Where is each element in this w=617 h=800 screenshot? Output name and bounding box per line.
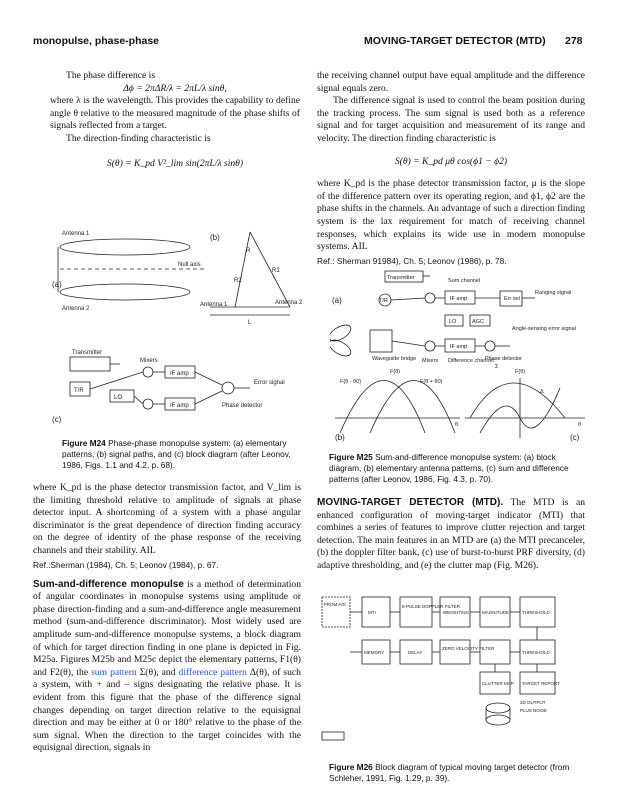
fig25-label: T/R [379,298,388,304]
caption-text: Block diagram of typical moving target detector (from Schleher, 1991, Fig. 1.29, p. 39). [329,762,570,783]
left-column-top [50,70,300,180]
running-head-right: MOVING-TARGET DETECTOR (MTD) [364,35,546,47]
figure-m24-caption [62,438,294,471]
paragraph: where K_pd is the phase detector transmission factor, and V_lim is the limiting threshold relative to amplitude of signals at phase detector input. A shortcoming of a system with a phase angular discriminator is the great dependence of direction finding accuracy on the degree of identity of the phase response of the receiving channels and their stability. AIL [33,482,301,556]
fig26-label: ZERO VELOCITY FILTER [442,646,495,651]
paragraph: The direction-finding characteristic is [66,132,211,144]
caption-label: Figure M24 [62,438,106,448]
fig24-label: (b) [210,233,220,242]
fig24-label: T/R [74,388,84,394]
fig25-label: F(θ - θ0) [340,379,362,385]
paragraph: the receiving channel output have equal amplitude and the difference signal equals zero. [317,70,585,94]
fig25-label: AGC [472,319,484,325]
figure-m24-diagram [50,222,305,432]
fig24-label: R1 [272,268,280,274]
figure-m26-caption [329,762,584,784]
reference: Ref.: Sherman 91984), Ch. 5; Leonov (1986), p. 78. [317,255,507,266]
running-head-left: monopulse, phase-phase [33,35,160,47]
fig25-label: F(θ + θ0) [420,379,443,385]
fig26-label: DELAY [408,650,423,655]
fig25-label: Transmitter [387,275,415,281]
fig24-label: Error signal [254,380,285,386]
caption-label: Figure M26 [329,762,373,772]
fig24-label: Antenna 2 [275,300,303,306]
paragraph: The phase difference is [66,70,156,81]
fig26-label: PLUS NOISE [520,708,548,713]
fig25-label: θ [455,422,459,428]
link-sum-pattern[interactable]: sum pattern [91,666,137,678]
figure-m26-diagram [320,590,585,745]
fig25-label: (c) [570,433,580,442]
fig25-label: IF amp [450,344,468,350]
section-text: Δ(θ), of such a system, with + and – signs designating the relative phase. It is evident from this figure that the phase of the difference signal changes depending on target direction relative to the equisignal direction and may be either at 0 or 180° relative to the phase of the sum signal. When the direction to the target coincides with the equisignal direction, signals in [33,666,301,754]
caption-label: Figure M25 [329,452,373,462]
fig25-label: Δ [540,389,544,395]
fig25-label: Phase detector [485,356,522,362]
fig25-label: Ranging signal [535,290,572,296]
fig24-label: Transmitter [72,350,103,356]
fig25-label: Waveguide bridge [372,356,417,362]
paragraph-mtd [317,497,585,573]
figure-m25-diagram [330,268,590,443]
equation-direction-finding: S(θ) = K_pd V²_lim sin(2πL/λ sinθ) [106,157,244,169]
fig26-label: THRESHOLD [522,650,550,655]
fig24-label: IF amp [170,371,189,377]
fig26-label: 8-PULSE DOPPLER FILTER [402,604,460,609]
paragraph-sum-and-difference [33,579,301,755]
fig24-label: IF amp [170,403,189,409]
fig24-label: Antenna 1 [62,231,90,237]
fig25-label: Mixers [422,358,439,364]
fig26-label: TARGET REPORT [522,681,560,686]
figure-m25-caption [329,452,584,485]
fig25-label: Difference channel [448,358,494,364]
fig24-label: Antenna 2 [62,306,90,312]
fig25-label: F(θ) [390,369,401,375]
fig24-label: (a) [52,280,62,289]
link-difference-pattern[interactable]: difference pattern [178,666,247,678]
figure-m24 [50,222,305,432]
fig24-label: R [246,248,251,254]
paragraph: The difference signal is used to control the beam position during the tracking process. The sum signal is used both as a reference signal and for target acquisition and measurement of its range and velocity. The direction finding characteristic is [317,95,585,144]
fig24-label: Mixers [140,358,158,364]
fig25-label: LO [449,319,457,325]
section-text: Σ(θ), and [136,666,179,678]
fig24-label: (c) [52,415,62,424]
fig26-label: THRESHOLD [522,610,550,615]
fig24-label: L [248,320,252,326]
fig25-label: Err sel [504,296,520,302]
caption-text: Sum-and-difference monopulse system: (a) block diagram, (b) elementary antenna patterns, (c) sum and difference patterns (after Leonov, 1986, Fig. 4.3, p. 70). [329,452,569,484]
fig25-label: Sum channel [448,278,481,284]
fig25-label: Angle-sensing error signal [512,326,576,332]
left-column-bottom [33,482,301,755]
fig25-label: F(θ) [515,369,526,375]
paragraph: where λ is the wavelength. This provides the capability to define angle θ relative to the measured magnitude of the phase shifts of signals reflected from a target. [50,95,300,132]
fig24-label: Antenna 1 [200,302,228,308]
paragraph: where K_pd is the phase detector transmission factor, μ is the slope of the difference pattern over its operating region, and ϕ1, ϕ2 are the phase shifts in the channels. An advantage of such a direction finding system is the lax requirement for match of receiving channel responses, which explains its wide use in modern monopulse systems. AIL [317,178,585,253]
fig24-label: Phase detector [222,403,263,409]
figure-m25 [330,268,590,443]
fig25-label: θ [578,422,582,428]
fig26-label: MEMORY [364,650,385,655]
fig26-label: MTI [368,610,376,615]
fig26-label: MAGNITUDE [482,610,509,615]
figure-m26 [320,590,585,745]
section-text: is a method of determination of angular coordinates in monopulse systems using amplitude or phase direction-finding and a sum-and-difference angle measurement method (sum-and-difference discriminator). Most widely used are amplitude sum-and-difference monopulse systems, a block diagram of which for target direction finding in one plane is depicted in Fig. M25a. Figures M25b and M25c depict the elementary patterns, F1(θ) and F2(θ), the [33,578,302,678]
section-text: The MTD is an enhanced configuration of moving-target indicator (MTI) that combines a series of features to improve clutter rejection and target detection. The main features in an MTD are (a) the MTI precanceler, (b) the doppler filter bank, (c) use of burst-to-burst PRF diversity, (d) adaptive thresholding, and (e) the clutter map (Fig. M26). [317,497,586,571]
fig26-label: CLUTTER MAP [482,681,514,686]
fig25-label: Σ [495,364,499,370]
fig26-label: WEIGHTING [443,610,469,615]
fig24-label: R2 [234,278,242,284]
fig26-label: 2D OUTPUT [520,700,546,705]
right-column-top [317,70,585,267]
section-title: Sum-and-difference monopulse [33,578,184,590]
fig24-label: Null axis [178,262,201,268]
equation-sum-difference: S(θ) = K_pd μθ cos(ϕ1 − ϕ2) [394,155,508,167]
fig26-label: FROM A/D [324,602,346,607]
fig24-label: LO [114,395,123,401]
caption-text: Phase-phase monopulse system: (a) elementary patterns, (b) signal paths, and (c) block diagram (after Leonov, 1986, Figs. 1.1 and 4.2, p. 68). [62,438,291,470]
fig25-label: IF amp [450,296,468,302]
fig25-label: (a) [332,296,342,305]
reference: Ref.:Sherman (1984), Ch. 5; Leonov (1984), p. 67. [33,559,219,570]
page-number: 278 [565,35,583,47]
right-column-bottom [317,497,585,573]
fig25-label: (b) [335,433,345,442]
equation-phase-difference: Δϕ = 2πΔR/λ = 2πL/λ sinθ, [123,82,227,94]
section-title: MOVING-TARGET DETECTOR (MTD). [317,497,504,508]
